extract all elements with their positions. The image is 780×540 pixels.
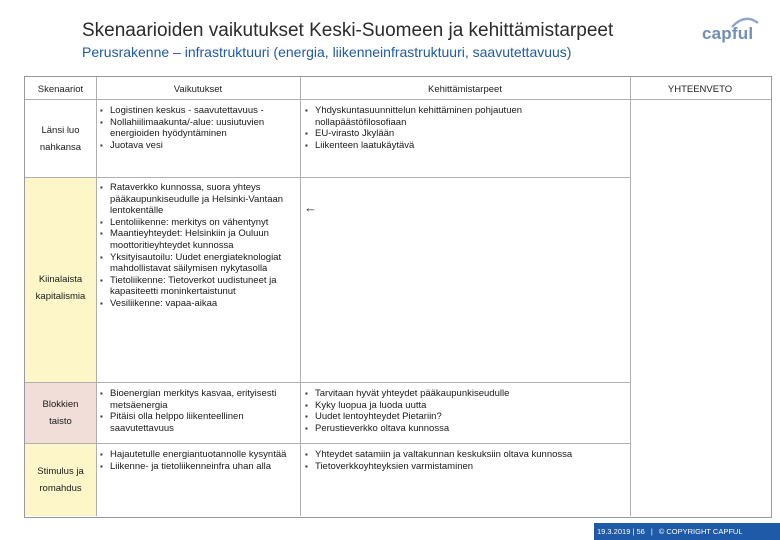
needs-cell <box>305 449 625 472</box>
list-item: ▪ Perustieverkko oltava kunnossa <box>305 423 625 435</box>
list-item: ▪ Maantieyhteydet: Helsinkiin ja Ouluun moottoritieyhteydet kunnossa <box>100 228 296 251</box>
divider <box>25 99 771 100</box>
footer-date-page: 19.3.2019 | 56 <box>597 527 645 536</box>
divider <box>630 77 631 516</box>
divider <box>25 443 630 444</box>
list-item: ▪ Pitäisi olla helppo liikenteellinen saavutettavuus <box>100 411 296 434</box>
divider <box>96 77 97 516</box>
list-item: ▪ EU-virasto Jkylään <box>305 128 553 140</box>
list-item: ▪ Tietoverkkoyhteyksien varmistaminen <box>305 461 625 473</box>
divider <box>25 177 630 178</box>
footer-bar <box>594 523 780 540</box>
list-item: ▪ Tarvitaan hyvät yhteydet pääkaupunkiseudulle <box>305 388 625 400</box>
divider <box>25 382 630 383</box>
effects-cell <box>100 105 296 151</box>
list-item: ▪ Liikenne- ja tietoliikenneinfra uhan alla <box>100 461 296 473</box>
logo-text: capful <box>702 24 754 43</box>
scenario-label: Länsi luo nahkansa <box>39 124 82 153</box>
effects-cell <box>100 388 296 434</box>
footer-separator: | <box>650 527 653 536</box>
divider <box>300 77 301 516</box>
header-scenarios: Skenaariot <box>37 84 84 95</box>
list-item: ▪ Rataverkko kunnossa, suora yhteys pääkaupunkiseudulle ja Helsinki-Vantaan lentokentälle <box>100 182 296 217</box>
list-item: ▪ Hajautetulle energiantuotannolle kysyntää <box>100 449 296 461</box>
left-arrow-icon: ← <box>304 200 317 215</box>
header-needs: Kehittämistarpeet <box>428 84 502 95</box>
list-item: ▪ Juotava vesi <box>100 140 296 152</box>
footer-copyright: © COPYRIGHT CAPFUL <box>658 527 743 536</box>
header-summary: YHTEENVETO <box>667 84 733 95</box>
needs-cell <box>305 388 625 434</box>
needs-cell <box>305 105 553 151</box>
list-item: ▪ Liikenteen laatukäytävä <box>305 140 553 152</box>
page-subtitle: Perusrakenne – infrastruktuuri (energia, liikenneinfrastruktuuri, saavutettavuus) <box>82 44 572 60</box>
list-item: ▪ Kyky luopua ja luoda uutta <box>305 400 625 412</box>
list-item: ▪ Tietoliikenne: Tietoverkot uudistuneet ja kapasiteetti moninkertaistunut <box>100 275 296 298</box>
list-item: ▪ Logistinen keskus - saavutettavuus - <box>100 105 296 117</box>
list-item: ▪ Uudet lentoyhteydet Pietariin? <box>305 411 625 423</box>
page-title: Skenaarioiden vaikutukset Keski-Suomeen ja kehittämistarpeet <box>82 20 614 41</box>
scenario-label: Stimulus ja romahdus <box>37 466 84 494</box>
list-item: ▪ Yhteydet satamiin ja valtakunnan keskuksiin oltava kunnossa <box>305 449 625 461</box>
list-item: ▪ Nollahiilimaakunta/-alue: uusiutuvien energioiden hyödyntäminen <box>100 117 296 140</box>
header-effects: Vaikutukset <box>173 84 223 95</box>
effects-cell <box>100 449 296 472</box>
scenario-label: Kiinalaista kapitalismia <box>35 274 86 302</box>
list-item: ▪ Lentoliikenne: merkitys on vähentynyt <box>100 217 296 229</box>
list-item: ▪ Yhdyskuntasuunnittelun kehittäminen pohjautuen nollapäästöfilosofiaan <box>305 105 553 128</box>
effects-cell <box>100 182 296 310</box>
list-item: ▪ Yksityisautoilu: Uudet energiateknologiat mahdollistavat säilymisen nykytasolla <box>100 252 296 275</box>
list-item: ▪ Vesiliikenne: vapaa-aikaa <box>100 298 296 310</box>
list-item: ▪ Bioenergian merkitys kasvaa, erityisesti metsäenergia <box>100 388 296 411</box>
scenario-label: Blokkien taisto <box>42 399 79 427</box>
